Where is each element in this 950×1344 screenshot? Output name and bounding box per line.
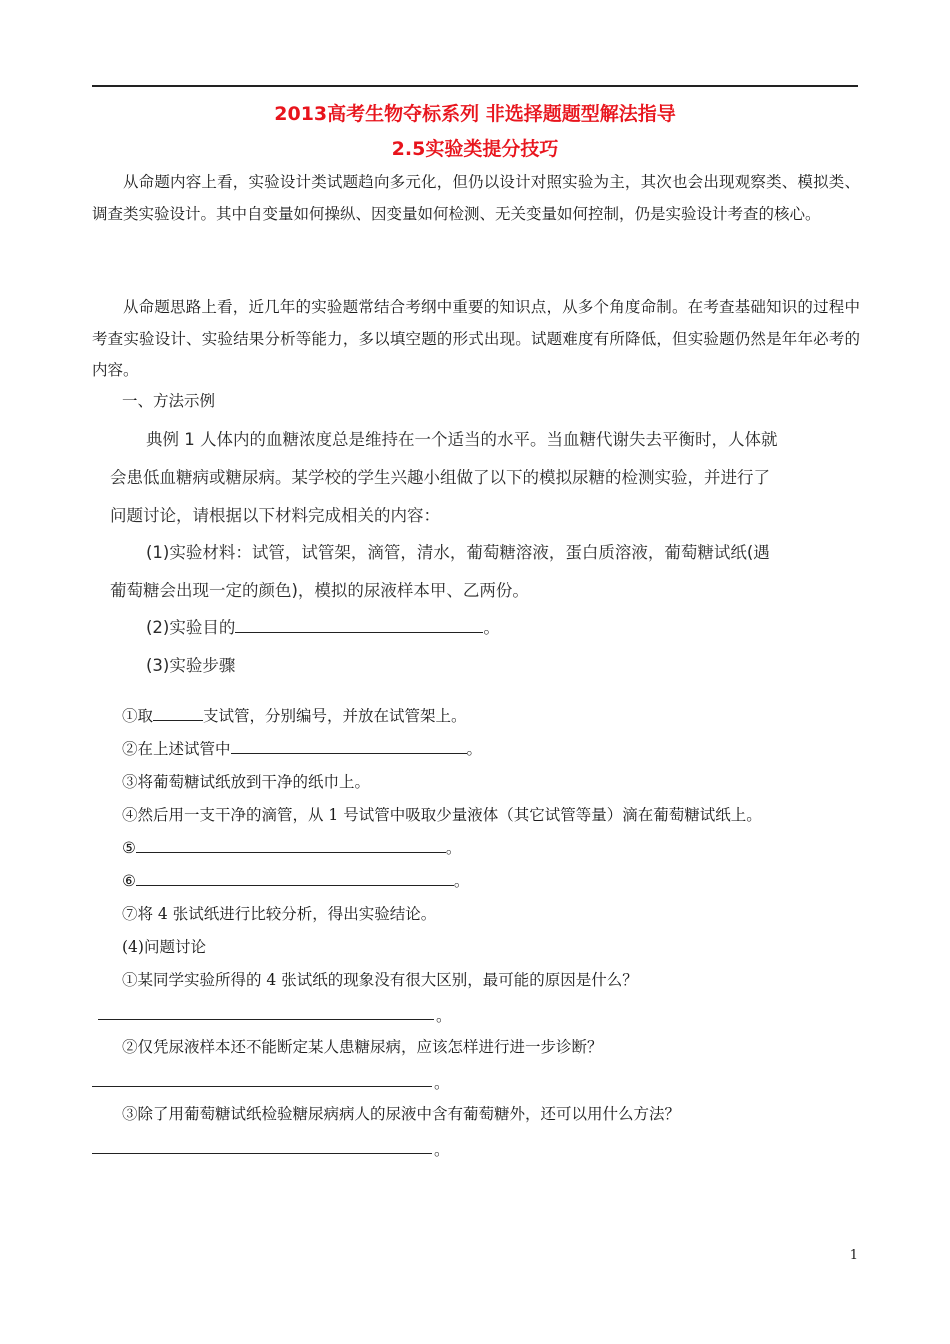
step-4: ④然后用一支干净的滴管，从 1 号试管中吸取少量液体（其它试管等量）滴在葡萄糖试纸上。 <box>122 806 762 824</box>
intro-paragraph-1: 从命题内容上看，实验设计类试题趋向多元化，但仍以设计对照实验为主，其次也会出现观察类、模拟类、调查类实验设计。其中自变量如何操纵、因变量如何检测、无关变量如何控制，仍是实验设计考查的核心。 <box>92 173 860 223</box>
answer-3-blank[interactable] <box>92 1153 432 1154</box>
steps-heading: (3)实验步骤 <box>146 656 236 675</box>
step-5 <box>122 836 461 858</box>
answer-2-blank[interactable] <box>92 1086 432 1087</box>
document-subtitle: 2.5实验类提分技巧 <box>391 138 559 160</box>
discussion-heading: (4)问题讨论 <box>122 938 206 956</box>
step-2-blank[interactable] <box>231 739 467 754</box>
step-6-blank[interactable] <box>136 871 454 886</box>
answer-2-end: 。 <box>434 1074 450 1092</box>
step-3: ③将葡萄糖试纸放到干净的纸巾上。 <box>122 773 371 791</box>
purpose-line <box>146 614 500 638</box>
header-rule <box>92 85 858 87</box>
step-5-prefix: ⑤ <box>122 839 136 857</box>
step-6 <box>122 869 469 891</box>
question-2: ②仅凭尿液样本还不能断定某人患糖尿病，应该怎样进行进一步诊断？ <box>122 1038 603 1056</box>
step-1 <box>122 704 467 726</box>
step-1-suffix: 支试管，分别编号，并放在试管架上。 <box>203 707 467 725</box>
step-1-prefix: ①取 <box>122 707 154 725</box>
answer-1-end: 。 <box>436 1007 452 1025</box>
step-6-suffix: 。 <box>453 872 470 890</box>
materials-line-1: (1)实验材料：试管，试管架，滴管，清水，葡萄糖溶液，蛋白质溶液，葡萄糖试纸(遇 <box>146 543 770 562</box>
step-2-suffix: 。 <box>466 740 483 758</box>
step-2-prefix: ②在上述试管中 <box>122 740 231 758</box>
question-3: ③除了用葡萄糖试纸检验糖尿病病人的尿液中含有葡萄糖外，还可以用什么方法？ <box>122 1105 681 1123</box>
step-6-prefix: ⑥ <box>122 872 136 890</box>
answer-3-end: 。 <box>434 1141 450 1159</box>
document-title: 2013高考生物夺标系列 非选择题题型解法指导 <box>274 103 676 125</box>
example-line-2: 会患低血糖病或糖尿病。某学校的学生兴趣小组做了以下的模拟尿糖的检测实验，并进行了 <box>110 468 770 487</box>
intro-paragraph-2: 从命题思路上看，近几年的实验题常结合考纲中重要的知识点，从多个角度命制。在考查基础知识的过程中考查实验设计、实验结果分析等能力，多以填空题的形式出现。试题难度有所降低，但实验题仍然是年年必考的内容。 <box>92 298 860 379</box>
purpose-label: (2)实验目的 <box>146 618 236 637</box>
section-heading: 一、方法示例 <box>122 392 216 410</box>
step-7: ⑦将 4 张试纸进行比较分析，得出实验结论。 <box>122 905 437 923</box>
step-5-blank[interactable] <box>136 838 446 853</box>
page-number: 1 <box>849 1248 858 1263</box>
step-1-blank[interactable] <box>153 706 203 721</box>
materials-line-2: 葡萄糖会出现一定的颜色)，模拟的尿液样本甲、乙两份。 <box>110 581 529 600</box>
question-1: ①某同学实验所得的 4 张试纸的现象没有很大区别，最可能的原因是什么？ <box>122 971 638 989</box>
purpose-end: 。 <box>483 618 500 637</box>
example-line-1: 典例 1 人体内的血糖浓度总是维持在一个适当的水平。当血糖代谢失去平衡时，人体就 <box>146 430 778 449</box>
step-2 <box>122 737 482 759</box>
purpose-blank[interactable] <box>235 618 483 633</box>
step-5-suffix: 。 <box>445 839 462 857</box>
example-line-3: 问题讨论，请根据以下材料完成相关的内容： <box>110 506 440 525</box>
answer-1-blank[interactable] <box>98 1019 434 1020</box>
